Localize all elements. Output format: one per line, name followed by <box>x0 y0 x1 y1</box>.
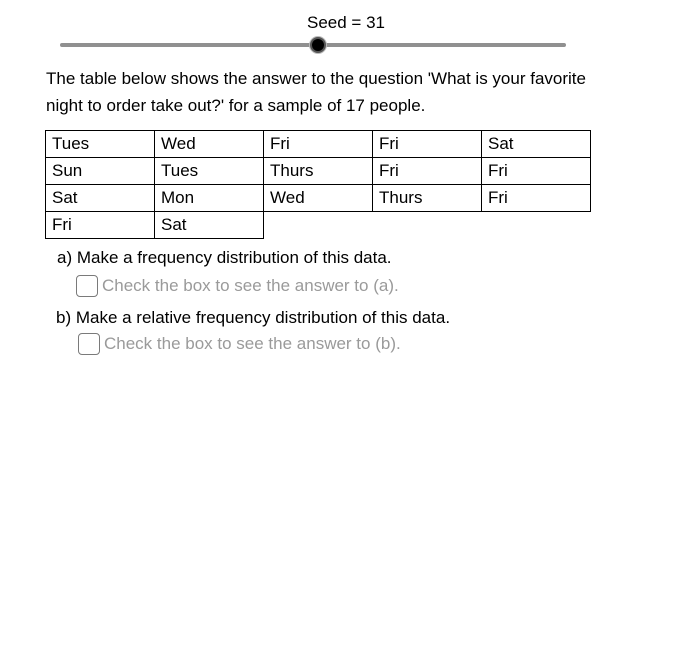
table-cell-empty <box>264 212 373 239</box>
table-cell: Wed <box>155 131 264 158</box>
answer-a-checkbox-label[interactable]: Check the box to see the answer to (a). <box>102 276 399 295</box>
table-cell-empty <box>482 212 591 239</box>
table-cell: Tues <box>155 158 264 185</box>
table-row <box>46 212 591 239</box>
answer-b-toggle[interactable] <box>78 333 401 355</box>
seed-slider[interactable] <box>60 37 566 53</box>
table-cell: Sun <box>46 158 155 185</box>
table-cell: Thurs <box>373 185 482 212</box>
table-cell: Wed <box>264 185 373 212</box>
table-cell: Thurs <box>264 158 373 185</box>
question-a: a) Make a frequency distribution of this data. <box>57 248 392 267</box>
table-row <box>46 158 591 185</box>
table-cell: Fri <box>264 131 373 158</box>
answer-a-toggle[interactable] <box>76 275 399 297</box>
table-cell: Fri <box>482 158 591 185</box>
slider-thumb[interactable] <box>310 37 326 53</box>
answer-a-checkbox[interactable] <box>76 275 98 297</box>
table-cell: Fri <box>373 158 482 185</box>
table-cell: Fri <box>46 212 155 239</box>
seed-label: Seed = 31 <box>307 13 385 32</box>
question-b: b) Make a relative frequency distribution of this data. <box>56 308 451 327</box>
table-cell: Fri <box>482 185 591 212</box>
table-cell: Tues <box>46 131 155 158</box>
answer-b-checkbox-label[interactable]: Check the box to see the answer to (b). <box>104 334 401 353</box>
data-table <box>45 130 591 239</box>
table-row <box>46 131 591 158</box>
table-cell: Fri <box>373 131 482 158</box>
table-cell: Sat <box>46 185 155 212</box>
answer-b-checkbox[interactable] <box>78 333 100 355</box>
table-cell: Sat <box>155 212 264 239</box>
table-cell: Mon <box>155 185 264 212</box>
table-row <box>46 185 591 212</box>
intro-text: The table below shows the answer to the question 'What is your favorite night to order take out?' for a sample of 17 people. <box>46 69 586 115</box>
table-cell: Sat <box>482 131 591 158</box>
table-cell-empty <box>373 212 482 239</box>
